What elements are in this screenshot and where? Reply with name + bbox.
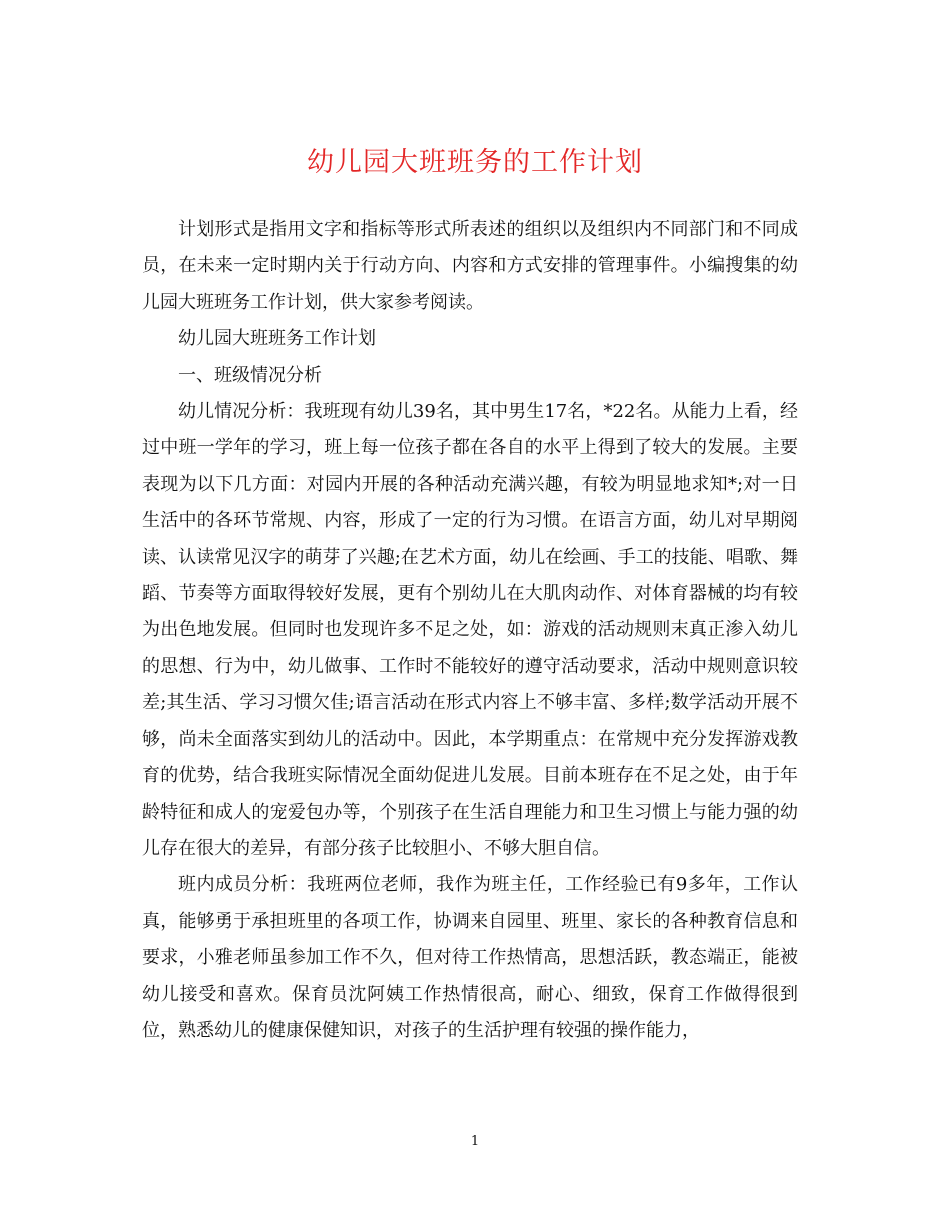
paragraph-children-analysis: 幼儿情况分析：我班现有幼儿39名，其中男生17名，*22名。从能力上看，经过中班一学年的学习，班上每一位孩子都在各自的水平上得到了较大的发展。主要表现为以下几方面：对园内开展的各种活动充满兴趣，有较为明显地求知*;对一日生活中的各环节常规、内容，形成了一定的行为习惯。在语言方面，幼儿对早期阅读、认读常见汉字的萌芽了兴趣;在艺术方面，幼儿在绘画、手工的技能、唱歌、舞蹈、节奏等方面取得较好发展，更有个别幼儿在大肌肉动作、对体育器械的均有较为出色地发展。但同时也发现许多不足之处，如：游戏的活动规则末真正渗入幼儿的思想、行为中，幼儿做事、工作时不能较好的遵守活动要求，活动中规则意识较差;其生活、学习习惯欠佳;语言活动在形式内容上不够丰富、多样;数学活动开展不够，尚未全面落实到幼儿的活动中。因此，本学期重点：在常规中充分发挥游戏教育的优势，结合我班实际情况全面幼促进儿发展。目前本班存在不足之处，由于年龄特征和成人的宠爱包办等，个别孩子在生活自理能力和卫生习惯上与能力强的幼儿存在很大的差异，有部分孩子比较胆小、不够大胆自信。 [142,401,798,859]
paragraph-staff-analysis: 班内成员分析：我班两位老师，我作为班主任，工作经验已有9多年，工作认真，能够勇于承担班里的各项工作，协调来自园里、班里、家长的各种教育信息和要求，小雅老师虽参加工作不久，但对待工作热情高，思想活跃，教态端正，能被幼儿接受和喜欢。保育员沈阿姨工作热情很高，耐心、细致，保育工作做得很到位，熟悉幼儿的健康保健知识，对孩子的生活护理有较强的操作能力， [142,874,798,1041]
section-heading-class-analysis: 一、班级情况分析 [178,364,322,386]
paragraph-intro: 计划形式是指用文字和指标等形式所表述的组织以及组织内不同部门和不同成员，在未来一定时期内关于行动方向、内容和方式安排的管理事件。小编搜集的幼儿园大班班务工作计划，供大家参考阅读。 [142,219,798,313]
document-body [142,212,798,1049]
document-title: 幼儿园大班班务的工作计划 [307,147,643,178]
paragraph-subtitle: 幼儿园大班班务工作计划 [178,328,376,350]
page-number: 1 [470,1134,480,1149]
